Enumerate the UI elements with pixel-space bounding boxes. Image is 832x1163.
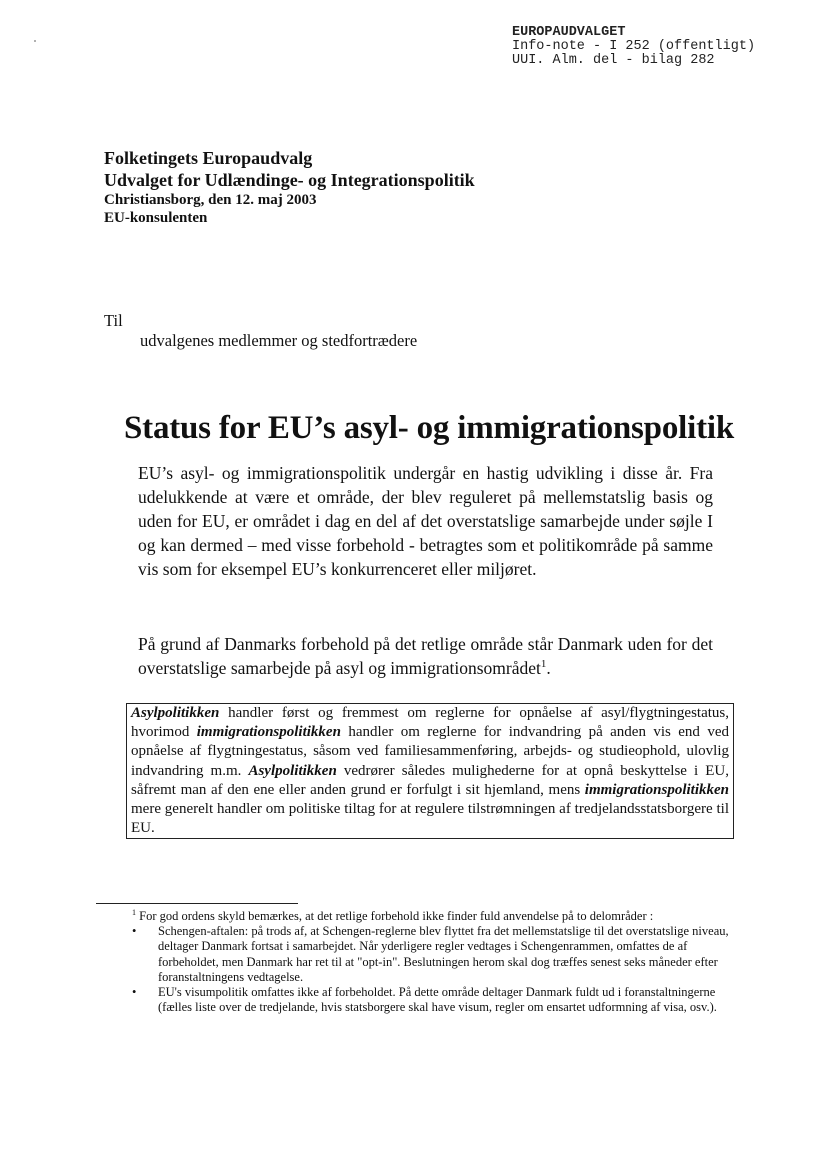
footnote-separator (96, 903, 298, 904)
registration-stamp (512, 26, 755, 68)
body-paragraph-2-end: . (546, 658, 551, 678)
stamp-line-3: UUI. Alm. del - bilag 282 (512, 53, 715, 68)
term-immigrationspolitikken: immigrationspolitikken (196, 724, 341, 741)
place-date: Christiansborg, den 12. maj 2003 (104, 192, 317, 208)
body-paragraph-2-text: På grund af Danmarks forbehold på det retlige område står Danmark uden for det overstatslige samarbejde på asyl og immigrationsområdet (138, 634, 713, 678)
document-title: Status for EU’s asyl- og immigrationspolitik (124, 410, 734, 446)
footnote-item (132, 985, 732, 1015)
box-text-3: vedrører således mulighederne for at opnå beskyttelse i EU, såfremt man af den ene eller anden grund er forfulgt i sit hjemland, mens (131, 762, 729, 798)
footnote-list (132, 924, 732, 1015)
recipients: udvalgenes medlemmer og stedfortrædere (140, 331, 418, 350)
committee-name-1: Folketingets Europaudvalg (104, 148, 313, 168)
footnote-item-text: EU's visumpolitik omfattes ikke af forbeholdet. På dette område deltager Danmark fuldt ud i foranstaltningerne (fælles liste over de tredjelande, hvis statsborgere skal have visum, regler om ensartet udformning af visa, osv.). (158, 985, 717, 1015)
body-paragraph-1: EU’s asyl- og immigrationspolitik undergår en hastig udvikling i disse år. Fra udelukkende at være et område, der blev reguleret på mellemstatslig basis og uden for EU, er området i dag en del af det overstatslige samarbejde under søjle I og kan dermed – med visse forbehold - betragtes som et politikområde på samme vis som for eksempel EU’s konkurrenceret eller miljøret. (138, 463, 713, 579)
footnote-item (132, 924, 732, 985)
footnote-intro (132, 909, 732, 924)
box-text-2: handler om reglerne for indvandring på anden vis end ved opnåelse af flygtningestatus, såsom ved familiesammenføring, arbejds- og studieophold, ulovlig indvandring m.m. (131, 724, 729, 779)
footnote (132, 909, 732, 1015)
footnote-marker: 1 (132, 907, 136, 917)
committee-name-2: Udvalget for Udlændinge- og Integrationspolitik (104, 170, 475, 190)
footnote-item-text: Schengen-aftalen: på trods af, at Schengen-reglerne blev flyttet fra det mellemstatslige til det overstatslige niveau, deltager Danmark fortsat i samarbejdet. Når yderligere regler vedtages i Schengenrammen, omfattes de af forbeholdet, men Danmark har ret til at "opt-in". Beslutningen herom skal dog træffes senest seks måneder efter foranstaltningens vedtagelse. (158, 924, 729, 984)
stamp-line-2: Info-note - I 252 (offentligt) (512, 39, 756, 54)
footnote-intro-text: For god ordens skyld bemærkes, at det retlige forbehold ikke finder fuld anvendelse på to delområder : (136, 909, 654, 923)
box-text-1: handler først og fremmest om reglerne for opnåelse af asyl/flygtningestatus, hvorimod (131, 705, 729, 741)
stamp-line-1: EUROPAUDVALGET (512, 25, 626, 40)
bullet-icon: • (132, 985, 137, 1000)
term-immigrationspolitikken-2: immigrationspolitikken (584, 781, 729, 798)
body-paragraph-2 (138, 632, 713, 680)
bullet-icon: • (132, 924, 137, 939)
box-text-4: mere generelt handler om politiske tiltag for at regulere tilstrømningen af tredjelandsstatsborgere til EU. (131, 801, 729, 837)
term-asylpolitikken: Asylpolitikken (131, 705, 220, 721)
author: EU-konsulenten (104, 210, 208, 226)
letterhead (104, 147, 475, 227)
scan-speck (34, 40, 36, 42)
footnote-reference: 1 (540, 658, 547, 671)
to-label: Til (104, 311, 123, 330)
term-asylpolitikken-2: Asylpolitikken (248, 762, 337, 779)
definition-box (126, 703, 734, 839)
